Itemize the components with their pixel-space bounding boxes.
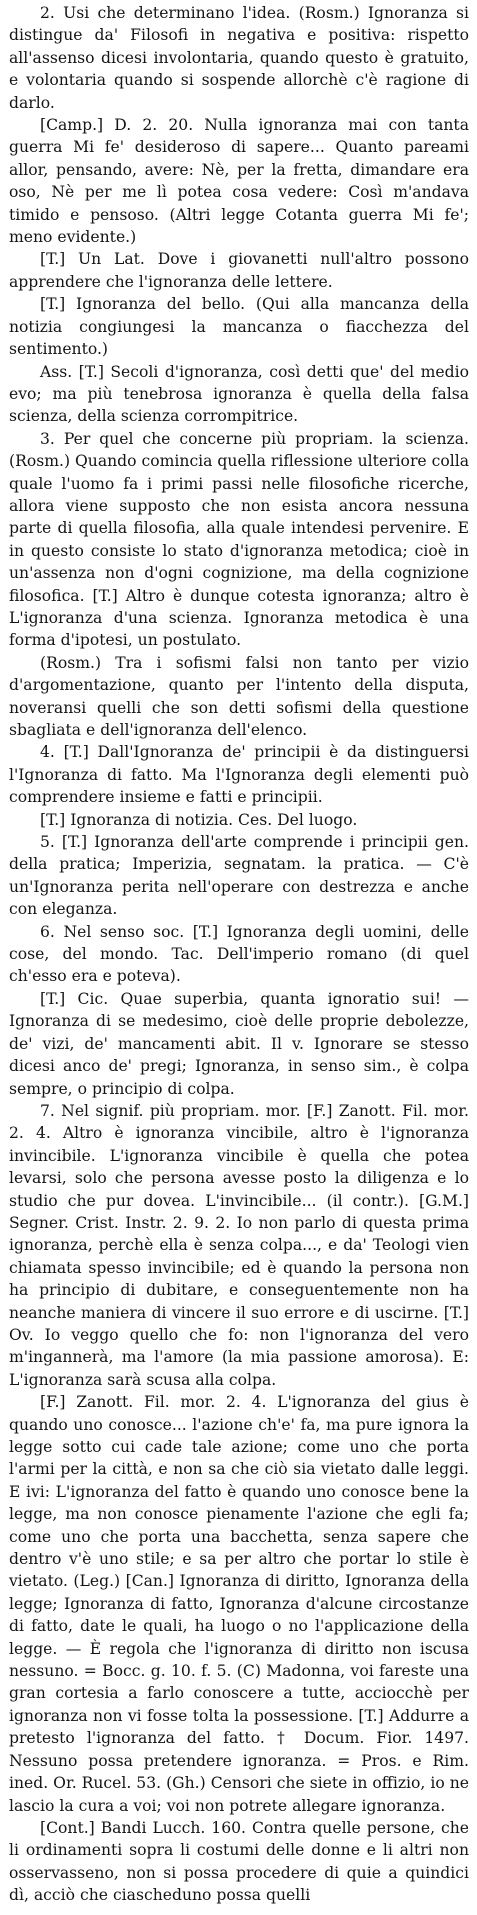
- citation-bandi-lucch: [Cont.] Bandi Lucch. 160. Contra quelle persone, che li ordinamenti sopra li costumi delle donne e li altri non osservasseno, non si possa procedere di quie a quindici dì, acciò che ciascheduno possa quelli: [9, 1818, 469, 1905]
- citation-camp-dante: [Camp.] D. 2. 20. Nulla ignoranza mai con tanta guerra Mi fe' desideroso di sapere... Quanto pareami allor, pensando, avere: Nè, per la fretta, dimandare era oso, Nè per me lì potea cosa vedere: Così m'andava timido e pensoso. (Altri legge Cotanta guerra Mi fe'; meno evidente.): [9, 116, 469, 247]
- example-notizia: [T.] Ignoranza di notizia. Ces. Del luogo.: [40, 810, 358, 829]
- entry-sense-6: 6. Nel senso soc. [T.] Ignoranza degli uomini, delle cose, del mondo. Tac. Dell'imperio romano (di quel ch'esso era e poteva).: [9, 922, 469, 986]
- citation-rosm-sofismi: (Rosm.) Tra i sofismi falsi non tanto per vizio d'argomentazione, quanto per l'intento della disputa, noveransi quelli che son detti sofismi della questione sbagliata e dell'ignoranza dell'elenco.: [9, 653, 469, 739]
- entry-sense-4: 4. [T.] Dall'Ignoranza de' principii è da distinguersi l'Ignoranza di fatto. Ma l'Ignoranza degli elementi può comprendere insieme e fatti e principii.: [9, 743, 469, 807]
- citation-cicero: [T.] Cic. Quae superbia, quanta ignoratio sui! — Ignoranza di se medesimo, cioè delle proprie debolezze, de' vizi, de' mancamenti abit. Il v. Ignorare se stesso dicesi anco de' pregi; Ignoranza, in senso sim., è colpa sempre, o principio di colpa.: [9, 989, 469, 1098]
- entry-sense-7: 7. Nel signif. più propriam. mor. [F.] Zanott. Fil. mor. 2. 4. Altro è ignoranza vincibile, altro è l'ignoranza invincibile. L'ignoranza vincibile è quella che potea levarsi, solo che persona avesse posto la diligenza e lo studio che pur dovea. L'invincibile... (il contr.). [G.M.] Segner. Crist. Instr. 2. 9. 2. Io non parlo di questa prima ignoranza, perchè ella è senza colpa..., e da' Teologi vien chiamata spesso invincibile; ed è quando la persona non ha principio di dubitare, e conseguentemente non ha neanche maniera di vincere il suo errore e di uscirne. [T.] Ov. Io veggo quello che fo: non l'ignoranza del vero m'ingannerà, ma l'amore (la mia passione amorosa). E: L'ignoranza sarà scusa alla colpa.: [9, 1101, 469, 1389]
- example-bello: [T.] Ignoranza del bello. (Qui alla mancanza della notizia congiungesi la mancanza o fiacchezza del sentimento.): [9, 295, 469, 359]
- entry-sense-3: 3. Per quel che concerne più propriam. la scienza. (Rosm.) Quando comincia quella riflessione ulteriore colla quale l'uomo fa i primi passi nelle filosofiche ricerche, allora viene supposto che non esista ancora nessuna parte di quella filosofia, alla quale intendesi pervenire. E in questo consiste lo stato d'ignoranza metodica; cioè in un'assenza non d'ogni cognizione, ma della cognizione filosofica. [T.] Altro è dunque cotesta ignoranza; altro è L'ignoranza d'una scienza. Ignoranza metodica è una forma d'ipotesi, un postulato.: [9, 429, 469, 650]
- citation-zanott-gius: [F.] Zanott. Fil. mor. 2. 4. L'ignoranza del gius è quando uno conosce... l'azione ch'e' fa, ma pure ignora la legge sotto cui cade tale azione; come uno che porta l'armi per la città, e non sa che ciò sia vietato dalle leggi. E ivi: L'ignoranza del fatto è quando uno conosce bene la legge, ma non conosce pienamente l'azione che egli fa; come uno che porta una bacchetta, senza sapere che dentro v'è uno stile; e sa per altro che portar lo stile è vietato. (Leg.) [Can.] Ignoranza di diritto, Ignoranza della legge; Ignoranza di fatto, Ignoranza d'alcune circostanze di fatto, date le quali, ha luogo o no l'applicazione della legge. — È regola che l'ignoranza di diritto non iscusa nessuno. = Bocc. g. 10. f. 5. (C) Madonna, voi fareste una gran cortesia a farlo conoscere a tutte, acciocchè per ignoranza non vi fosse tolta la possessione. [T.] Addurre a pretesto l'ignoranza del fatto. † Docum. Fior. 1497. Nessuno possa pretendere ignoranza. = Pros. e Rim. ined. Or. Rucel. 53. (Gh.) Censori che siete in offizio, io ne lascio la cura a voi; voi non potrete allegare ignoranza.: [9, 1393, 469, 1815]
- entry-sense-5: 5. [T.] Ignoranza dell'arte comprende i principii gen. della pratica; Imperizia, segnatam. la pratica. — C'è un'Ignoranza perita nell'operare con destrezza e anche con eleganza.: [9, 833, 469, 919]
- example-latin: [T.] Un Lat. Dove i giovanetti null'altro possono apprendere che l'ignoranza delle lettere.: [9, 250, 469, 291]
- entry-sense-2: 2. Usi che determinano l'idea. (Rosm.) Ignoranza si distingue da' Filosofi in negativa e positiva: rispetto all'assenso dicesi involontaria, quando questo è gratuito, e volontaria quando si sospende allorchè c'è ragione di darlo.: [9, 4, 469, 112]
- example-secoli: Ass. [T.] Secoli d'ignoranza, così detti que' del medio evo; ma più tenebrosa ignoranza è quella della falsa scienza, della scienza corrompitrice.: [9, 362, 469, 426]
